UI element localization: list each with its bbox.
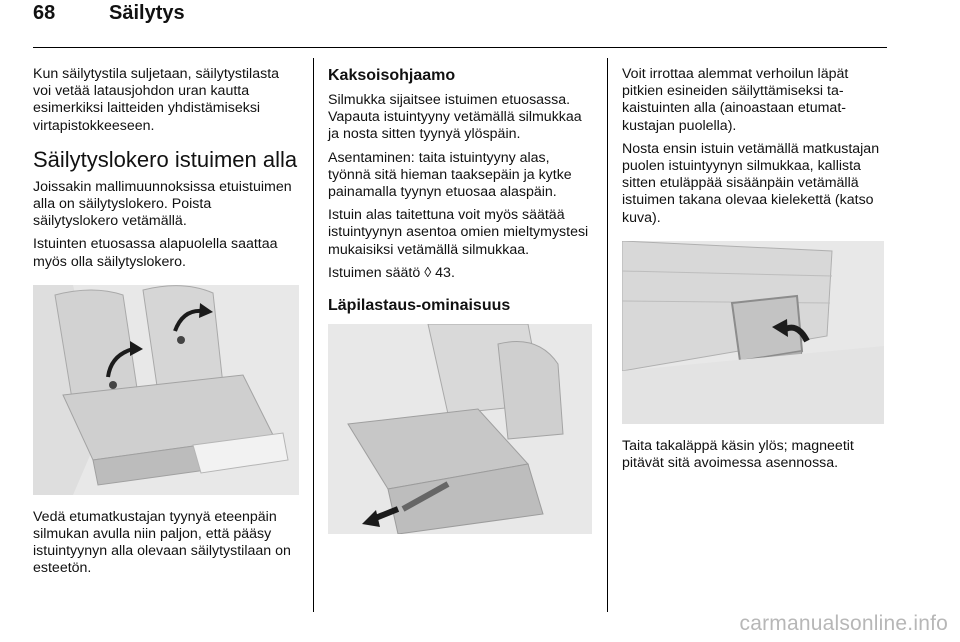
rear-flap-illustration [622, 241, 884, 424]
paragraph: Vedä etumatkustajan tyynyä eteenpäin silmukan avulla niin paljon, että pääsy istuintyynyn alla olevaan säilytystilaan on esteetön. [33, 508, 291, 577]
column-divider [313, 58, 314, 612]
column-3 [622, 66, 888, 478]
column-2 [328, 66, 592, 548]
paragraph: Nosta ensin istuin vetämällä matkustajan puolen istuintyynyn silmukkaa, kallista sitten etuläppää sisäänpäin vetämällä istuimen takana olevaa kielekettä (katso kuva). [622, 140, 880, 226]
column-1 [33, 66, 299, 584]
pass-through-illustration [328, 324, 592, 534]
paragraph: Silmukka sijaitsee istuimen etuosassa. Vapauta istuintyyny vetämällä silmukkaa ja nosta sitten tyynyä ylöspäin. [328, 92, 582, 143]
paragraph: Istuinten etuosassa alapuolella saattaa myös olla säilytyslokero. [33, 236, 278, 270]
paragraph: Asentaminen: taita istuintyyny alas, työnnä sitä hieman taaksepäin ja kytke painamalla tyynyn etuosaa alaspäin. [328, 149, 572, 201]
section-title: Säilytys [109, 2, 185, 24]
page-number: 68 [33, 2, 56, 24]
paragraph: Istuimen säätö ◊ 43. [328, 264, 455, 281]
section-heading: Säilytyslokero istuimen alla [33, 146, 298, 172]
seat-storage-illustration [33, 285, 299, 495]
section-heading: Kaksoisohjaamo [328, 67, 456, 84]
paragraph: Istuin alas taitettuna voit myös säätää istuintyynyn asentoa omien mieltymystesi mukaisiksi vetämällä silmukkaa. [328, 207, 589, 258]
watermark: carmanualsonline.info [739, 612, 948, 635]
paragraph: Kun säilytystila suljetaan, säilytystilasta voi vetää latausjohdon uran kautta esimerkiksi laitteiden yhdistämiseksi virtapistokkeeseen. [33, 66, 280, 134]
paragraph: Joissakin mallimuunnoksissa etuistuimen alla on säilytyslokero. Poista säilytyslokero vetämällä. [33, 178, 292, 230]
header-rule [33, 47, 887, 48]
column-divider [607, 58, 608, 612]
page-header [33, 2, 887, 46]
paragraph: Voit irrottaa alemmat verhoilun läpät pitkien esineiden säilyttämiseksi takaistuinten alla (ainoastaan etumatkustajan puolella). [622, 66, 849, 134]
section-heading: Läpilastaus-ominaisuus [328, 297, 511, 315]
paragraph: Taita takaläppä käsin ylös; magneetit pitävät sitä avoimessa asennossa. [622, 437, 854, 472]
